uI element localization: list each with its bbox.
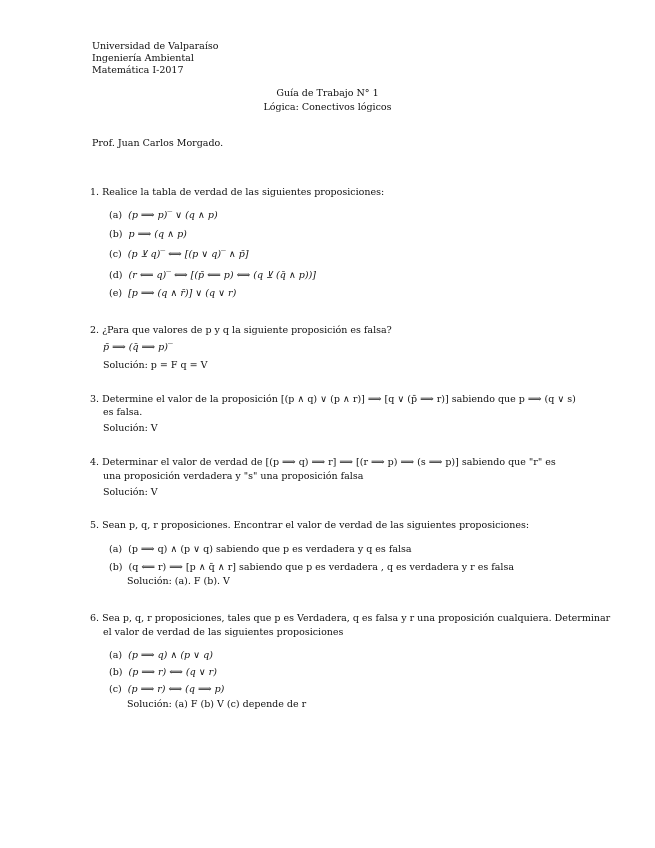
q1-item-e: [109, 288, 236, 299]
q3-line2: es falsa.: [103, 407, 143, 418]
q1-item-c-expr: (p ⊻ q)‾ ⟺ [(p ∨ q)‾ ∧ p̄]: [127, 249, 249, 260]
q3-solution: Solución: V: [103, 423, 158, 434]
q6-item-b: [109, 667, 217, 678]
q6-line2: el valor de verdad de las siguientes proposiciones: [103, 627, 344, 638]
q1-item-b: [109, 229, 187, 240]
q6-item-c: [109, 684, 224, 695]
header-program: Ingeniería Ambiental: [92, 53, 194, 64]
q2-expr: p̄ ⟹ (q̄ ⟹ p)‾: [103, 342, 173, 353]
q1-item-a-label: (a): [109, 210, 123, 221]
q1-item-e-label: (e): [109, 288, 123, 299]
header-course: Matemática I-2017: [92, 65, 184, 76]
q5-item-a-text: (p ⟹ q) ∧ (p ∨ q) sabiendo que p es verdadera y q es falsa: [128, 544, 412, 555]
q5-item-b-text: (q ⟸ r) ⟹ [p ∧ q̄ ∧ r] sabiendo que p es verdadera , q es verdadera y r es falsa: [128, 562, 514, 573]
q1-item-a-expr: (p ⟹ p)‾ ∨ (q ∧ p): [128, 210, 218, 221]
q6-item-b-label: (b): [109, 667, 123, 678]
q6-item-b-expr: (p ⟹ r) ⟺ (q ∨ r): [128, 667, 217, 678]
q2-solution: Solución: p = F q = V: [103, 360, 208, 371]
q6-item-c-label: (c): [109, 684, 122, 695]
q5-statement: 5. Sean p, q, r proposiciones. Encontrar el valor de verdad de las siguientes proposiciones:: [90, 520, 530, 531]
q6-item-a-expr: (p ⟹ q) ∧ (p ∨ q): [128, 650, 213, 661]
q1-item-d-label: (d): [109, 270, 123, 281]
q4-line2: una proposición verdadera y "s" una proposición falsa: [103, 471, 364, 482]
q1-statement: 1. Realice la tabla de verdad de las siguientes proposiciones:: [90, 187, 385, 198]
q3-line1: 3. Determine el valor de la proposición [(p ∧ q) ∨ (p ∧ r)] ⟹ [q ∨ (p̄ ⟹ r)] sabiendo que p ⟹ (q ∨ s): [90, 394, 576, 405]
q6-item-c-expr: (p ⟹ r) ⟺ (q ⟹ p): [127, 684, 225, 695]
header-university: Universidad de Valparaíso: [92, 41, 219, 52]
guide-subtitle: Lógica: Conectivos lógicos: [263, 102, 392, 113]
q1-item-d-expr: (r ⟸ q)‾ ⟺ [(p̄ ⟸ p) ⟺ (q ⊻ (q̄ ∧ p))]: [128, 270, 317, 281]
q1-item-c: [109, 249, 249, 260]
q5-item-a-label: (a): [109, 544, 123, 555]
q1-item-a: [109, 210, 218, 221]
q5-item-b: [109, 562, 514, 573]
q6-item-a-label: (a): [109, 650, 123, 661]
q1-item-b-label: (b): [109, 229, 123, 240]
q5-solution: Solución: (a). F (b). V: [127, 576, 230, 587]
q6-solution: Solución: (a) F (b) V (c) depende de r: [127, 699, 307, 710]
guide-title: Guía de Trabajo N° 1: [276, 88, 379, 99]
q4-solution: Solución: V: [103, 487, 158, 498]
q1-item-e-expr: [p ⟹ (q ∧ r̄)] ∨ (q ∨ r): [128, 288, 237, 299]
q5-item-a: [109, 544, 412, 555]
q1-item-b-expr: p ⟹ (q ∧ p): [128, 229, 187, 240]
q6-item-a: [109, 650, 213, 661]
q1-item-c-label: (c): [109, 249, 122, 260]
q1-item-d: [109, 270, 316, 281]
q6-line1: 6. Sea p, q, r proposiciones, tales que p es Verdadera, q es falsa y r una proposición cualquiera. Determinar: [90, 613, 611, 624]
professor-name: Prof. Juan Carlos Morgado.: [92, 138, 224, 149]
q2-statement: 2. ¿Para que valores de p y q la siguiente proposición es falsa?: [90, 325, 392, 336]
q5-item-b-label: (b): [109, 562, 123, 573]
q4-line1: 4. Determinar el valor de verdad de [(p ⟹ q) ⟹ r] ⟹ [(r ⟹ p) ⟹ (s ⟹ p)] sabiendo que "r" es: [90, 457, 556, 468]
